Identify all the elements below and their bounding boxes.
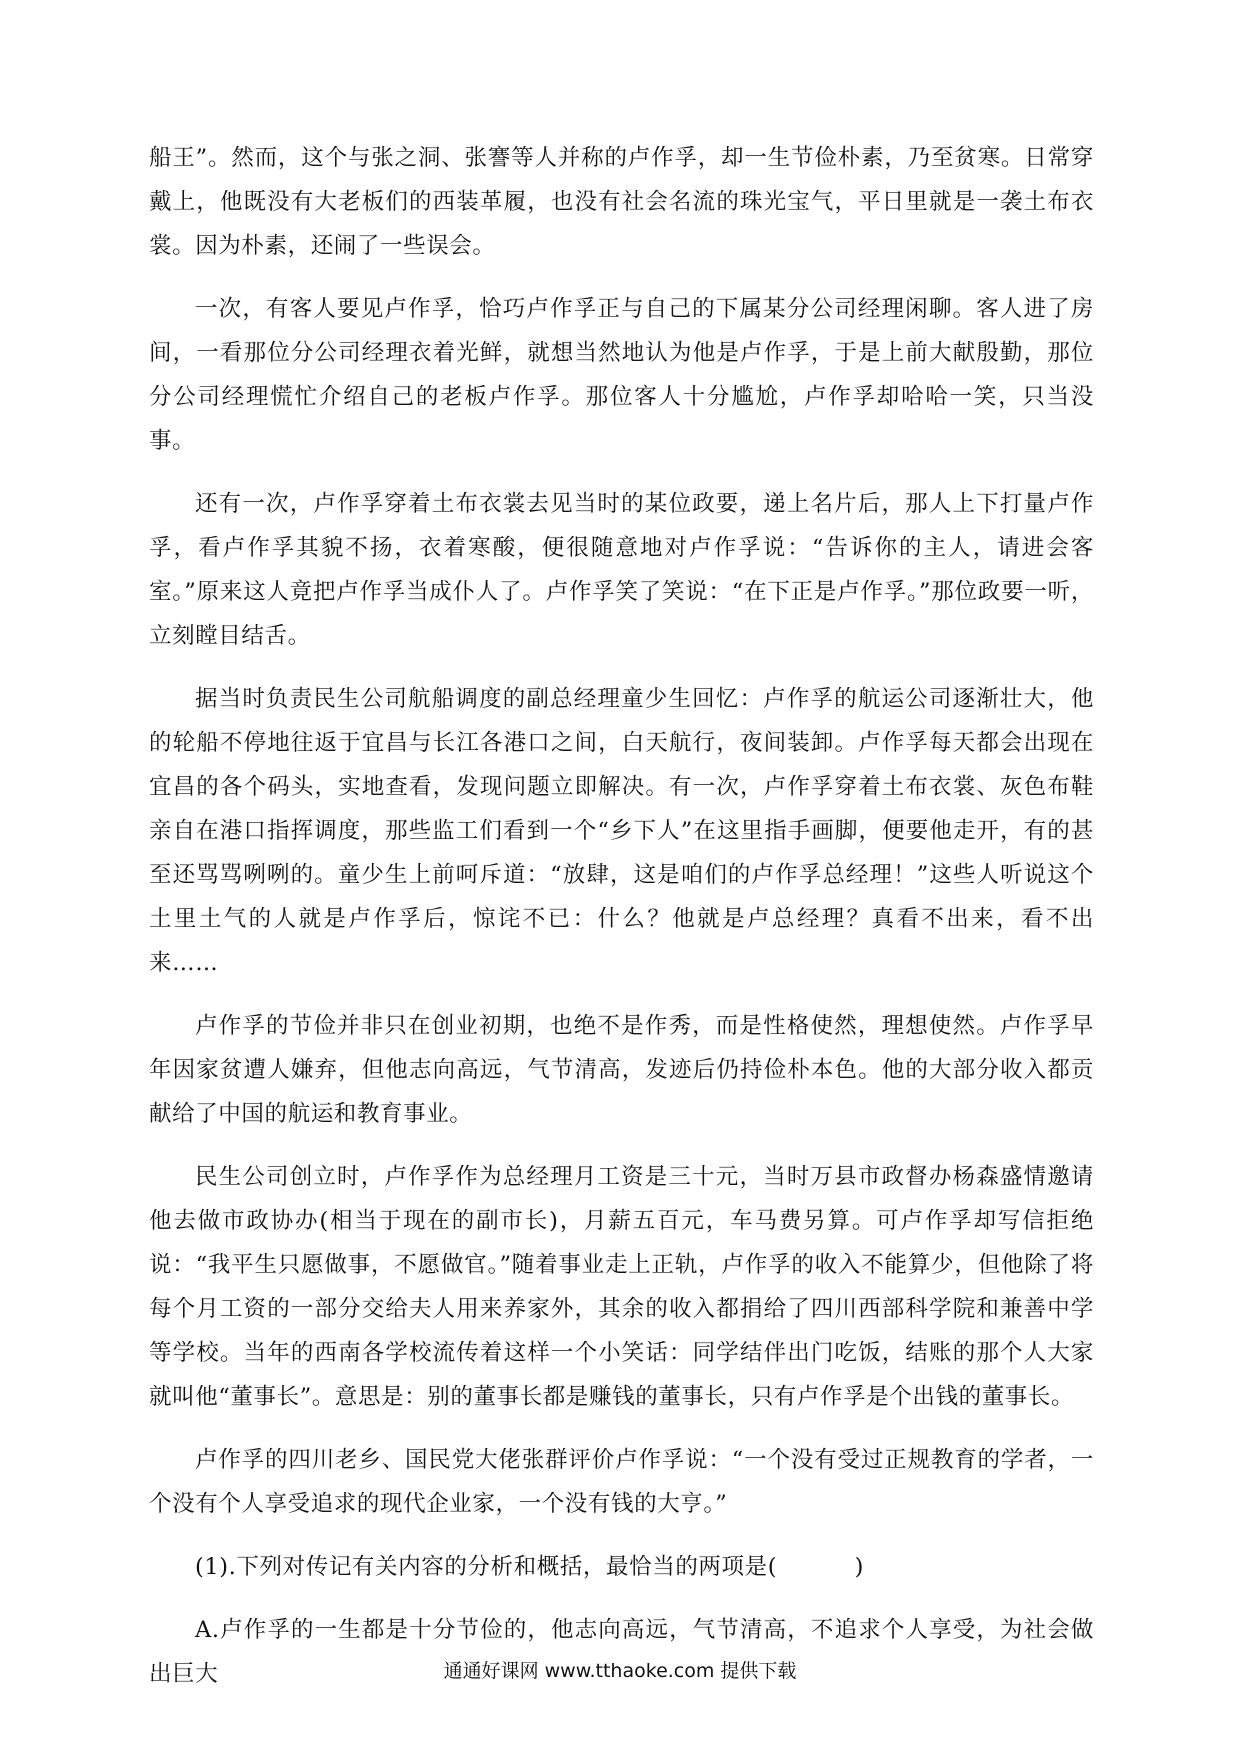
paragraph-7: 卢作孚的四川老乡、国民党大佬张群评价卢作孚说：“一个没有受过正规教育的学者，一个没有个人享受追求的现代企业家，一个没有钱的大亨。” [149,1447,1094,1517]
paragraph-2: 一次，有客人要见卢作孚，恰巧卢作孚正与自己的下属某分公司经理闲聊。客人进了房间，一看那位分公司经理衣着光鲜，就想当然地认为他是卢作孚，于是上前大献殷勤，那位分公司经理慌忙介绍自己的老板卢作孚。那位客人十分尴尬，卢作孚却哈哈一笑，只当没事。 [149,296,1094,454]
question-1-stem: (1).下列对传记有关内容的分析和概括，最恰当的两项是( ) [195,1554,865,1580]
paragraph-5: 卢作孚的节俭并非只在创业初期，也绝不是作秀，而是性格使然，理想使然。卢作孚早年因家贫遭人嫌弃，但他志向高远，气节清高，发迹后仍持俭朴本色。他的大部分收入都贡献给了中国的航运和教育事业。 [149,1013,1094,1127]
question-1-option-a: A.卢作孚的一生都是十分节俭的，他志向高远，气节清高，不追求个人享受，为社会做出巨大 [149,1617,1094,1687]
paragraph-4: 据当时负责民生公司航船调度的副总经理童少生回忆：卢作孚的航运公司逐渐壮大，他的轮船不停地往返于宜昌与长江各港口之间，白天航行，夜间装卸。卢作孚每天都会出现在宜昌的各个码头，实地查看，发现问题立即解决。有一次，卢作孚穿着土布衣裳、灰色布鞋亲自在港口指挥调度，那些监工们看到一个“乡下人”在这里指手画脚，便要他走开，有的甚至还骂骂咧咧的。童少生上前呵斥道：“放肆，这是咱们的卢作孚总经理！”这些人听说这个土里土气的人就是卢作孚后，惊诧不已：什么？他就是卢总经理？真看不出来，看不出来…… [149,686,1094,976]
paragraph-1: 船王”。然而，这个与张之洞、张謇等人并称的卢作孚，却一生节俭朴素，乃至贫寒。日常穿戴上，他既没有大老板们的西装革履，也没有社会名流的珠光宝气，平日里就是一袭土布衣裳。因为朴素，还闹了一些误会。 [149,145,1094,259]
paragraph-3: 还有一次，卢作孚穿着土布衣裳去见当时的某位政要，递上名片后，那人上下打量卢作孚，看卢作孚其貌不扬，衣着寒酸，便很随意地对卢作孚说：“告诉你的主人，请进会客室。”原来这人竟把卢作孚当成仆人了。卢作孚笑了笑说：“在下正是卢作孚。”那位政要一听，立刻瞠目结舌。 [149,491,1094,649]
page-footer: 通通好课网 www.tthaoke.com 提供下载 [443,1660,797,1682]
article-body [149,136,1094,1715]
paragraph-6: 民生公司创立时，卢作孚作为总经理月工资是三十元，当时万县市政督办杨森盛情邀请他去做市政协办(相当于现在的副市长)，月薪五百元，车马费另算。可卢作孚却写信拒绝说：“我平生只愿做事，不愿做官。”随着事业走上正轨，卢作孚的收入不能算少，但他除了将每个月工资的一部分交给夫人用来养家外，其余的收入都捐给了四川西部科学院和兼善中学等学校。当年的西南各学校流传着这样一个小笑话：同学结伴出门吃饭，结账的那个人大家就叫他“董事长”。意思是：别的董事长都是赚钱的董事长，只有卢作孚是个出钱的董事长。 [149,1164,1094,1410]
